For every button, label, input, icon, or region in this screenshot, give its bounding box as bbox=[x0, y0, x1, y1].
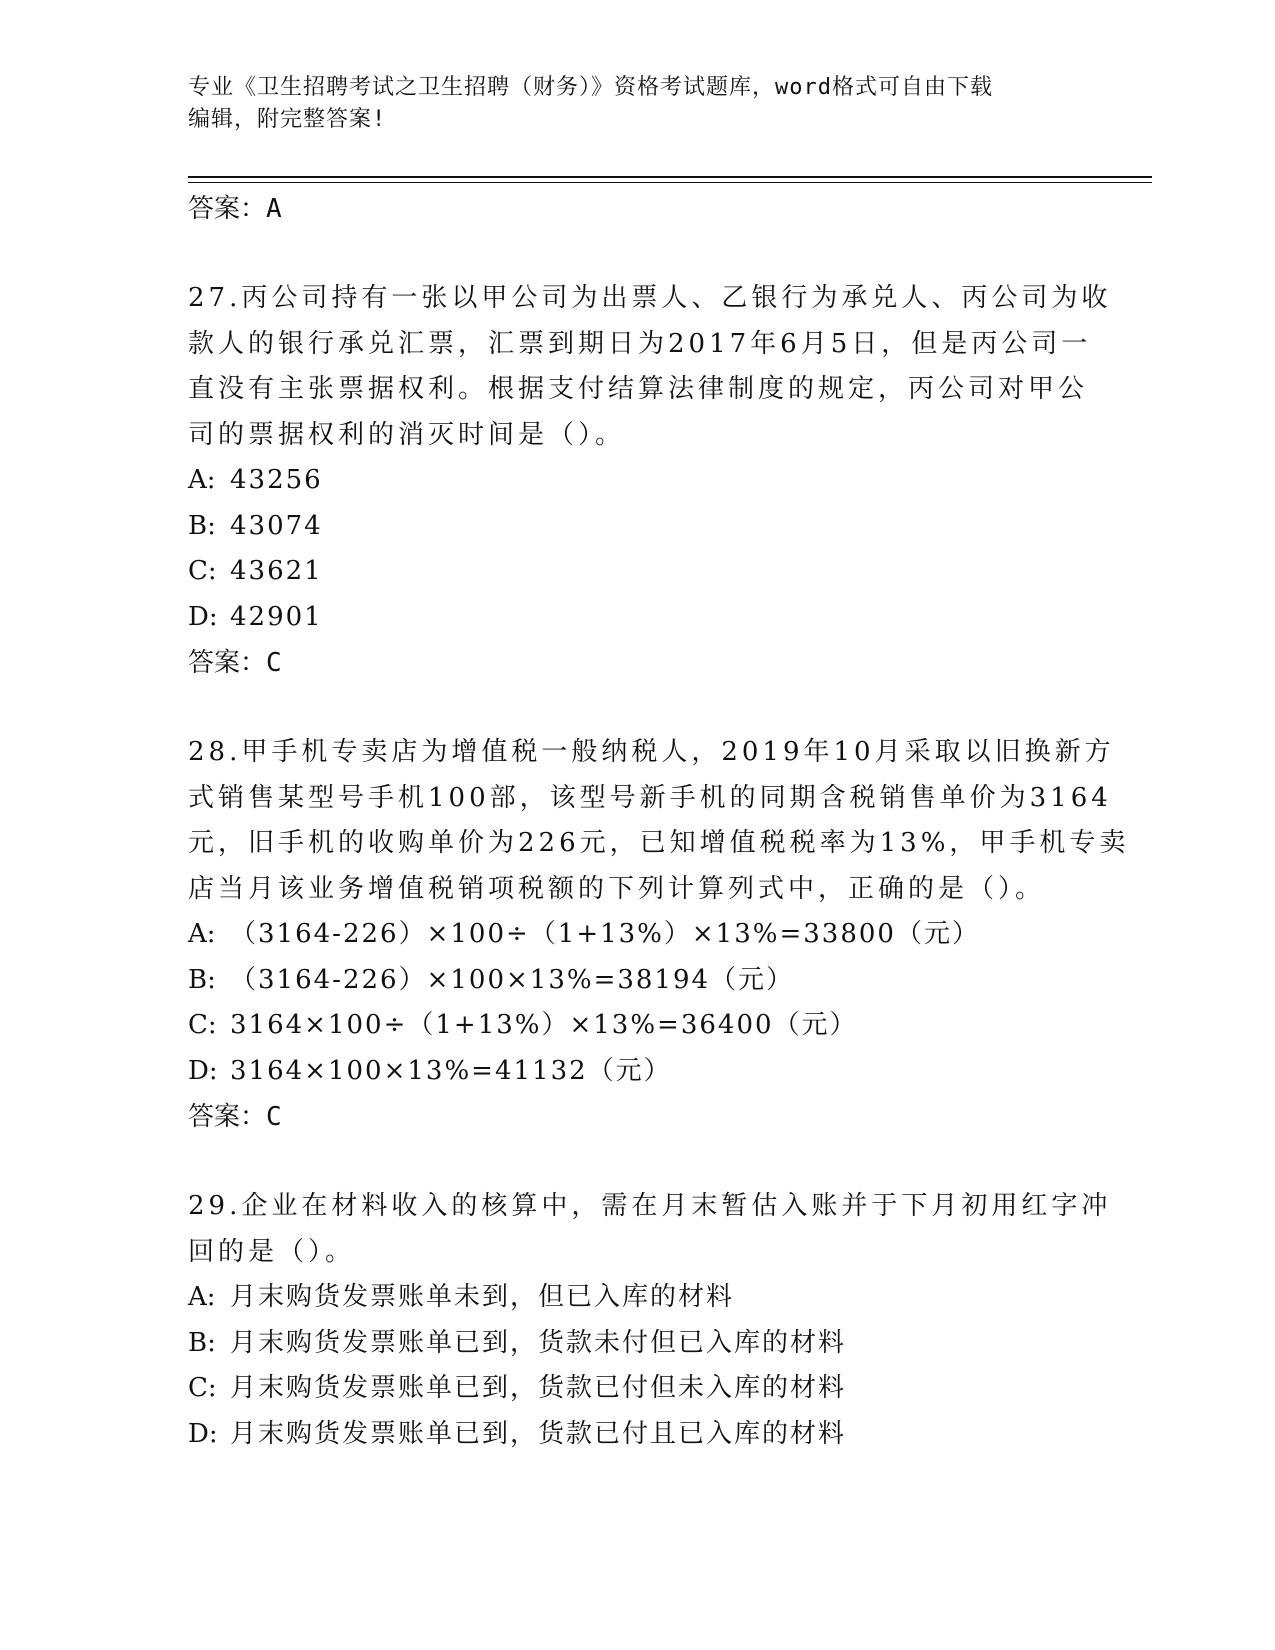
question-28-option-b bbox=[188, 958, 1088, 1004]
option-letter: C: bbox=[188, 556, 217, 586]
answer-27: 答案：C bbox=[188, 648, 282, 678]
question-28-option-a bbox=[188, 912, 1088, 958]
option-letter: D: bbox=[188, 601, 218, 632]
answer-prev: 答案：A bbox=[188, 194, 282, 224]
question-29-option-b bbox=[188, 1321, 1088, 1367]
page-header bbox=[188, 72, 1088, 136]
question-27-option-d bbox=[188, 595, 1088, 641]
question-29-option-a bbox=[188, 1275, 1088, 1321]
option-text: 43074 bbox=[230, 510, 323, 541]
option-letter: C: bbox=[188, 1373, 217, 1403]
question-28-line-2: 式销售某型号手机100部，该型号新手机的同期含税销售单价为3164 bbox=[188, 782, 1112, 813]
option-text: 42901 bbox=[230, 601, 323, 632]
question-29-line-2: 回的是（）。 bbox=[188, 1236, 356, 1267]
spacer bbox=[188, 686, 1088, 730]
option-text: 43621 bbox=[230, 556, 323, 586]
option-text: （3164-226）×100×13%=38194（元） bbox=[230, 964, 795, 995]
option-letter: B: bbox=[188, 964, 216, 995]
question-28-option-c bbox=[188, 1003, 1088, 1049]
header-rule-thick bbox=[188, 176, 1152, 178]
question-27-line-2: 款人的银行承兑汇票，汇票到期日为2017年6月5日，但是丙公司一 bbox=[188, 328, 1092, 359]
option-letter: D: bbox=[188, 1055, 218, 1086]
header-line-2: 编辑，附完整答案! bbox=[188, 107, 387, 132]
option-text: 43256 bbox=[230, 465, 323, 495]
question-28-line-3: 元，旧手机的收购单价为226元，已知增值税税率为13%，甲手机专卖 bbox=[188, 828, 1130, 858]
option-letter: B: bbox=[188, 510, 216, 541]
question-27 bbox=[188, 276, 1112, 686]
spacer bbox=[188, 1140, 1088, 1184]
option-text: 月末购货发票账单未到，但已入库的材料 bbox=[230, 1282, 735, 1312]
question-29-option-c bbox=[188, 1366, 1088, 1412]
question-27-line-3: 直没有主张票据权利。根据支付结算法律制度的规定，丙公司对甲公 bbox=[188, 374, 1089, 404]
question-28-line-1: 28.甲手机专卖店为增值税一般纳税人，2019年10月采取以旧换新方 bbox=[188, 737, 1115, 767]
option-letter: A: bbox=[188, 919, 216, 949]
option-letter: C: bbox=[188, 1010, 217, 1040]
answer-28: 答案：C bbox=[188, 1102, 282, 1132]
question-29-line-1: 29.企业在材料收入的核算中，需在月末暂估入账并于下月初用红字冲 bbox=[188, 1191, 1112, 1221]
spacer bbox=[188, 232, 1088, 276]
option-text: 3164×100×13%=41132（元） bbox=[230, 1055, 672, 1086]
question-27-line-1: 27.丙公司持有一张以甲公司为出票人、乙银行为承兑人、丙公司为收 bbox=[188, 283, 1112, 313]
question-28 bbox=[188, 730, 1130, 1140]
option-text: 月末购货发票账单已到，货款已付但未入库的材料 bbox=[230, 1373, 847, 1403]
option-letter: D: bbox=[188, 1418, 218, 1449]
question-29-option-d bbox=[188, 1412, 1088, 1458]
question-27-line-4: 司的票据权利的消灭时间是（）。 bbox=[188, 419, 626, 450]
option-letter: A: bbox=[188, 1282, 216, 1312]
question-29 bbox=[188, 1184, 1112, 1457]
option-letter: B: bbox=[188, 1327, 216, 1358]
question-content bbox=[188, 186, 1130, 1457]
option-text: （3164-226）×100÷（1+13%）×13%=33800（元） bbox=[230, 919, 980, 949]
question-27-option-a bbox=[188, 458, 1088, 504]
question-27-option-b bbox=[188, 504, 1088, 550]
option-text: 3164×100÷（1+13%）×13%=36400（元） bbox=[230, 1010, 858, 1040]
option-text: 月末购货发票账单已到，货款已付且已入库的材料 bbox=[230, 1418, 847, 1449]
header-rule-thin bbox=[188, 182, 1152, 183]
option-text: 月末购货发票账单已到，货款未付但已入库的材料 bbox=[230, 1327, 847, 1358]
header-line-1: 专业《卫生招聘考试之卫生招聘（财务）》资格考试题库，word格式可自由下载 bbox=[188, 75, 993, 100]
option-letter: A: bbox=[188, 465, 216, 495]
question-28-line-4: 店当月该业务增值税销项税额的下列计算列式中，正确的是（）。 bbox=[188, 873, 1046, 904]
question-28-option-d bbox=[188, 1049, 1088, 1095]
question-27-option-c bbox=[188, 549, 1088, 595]
